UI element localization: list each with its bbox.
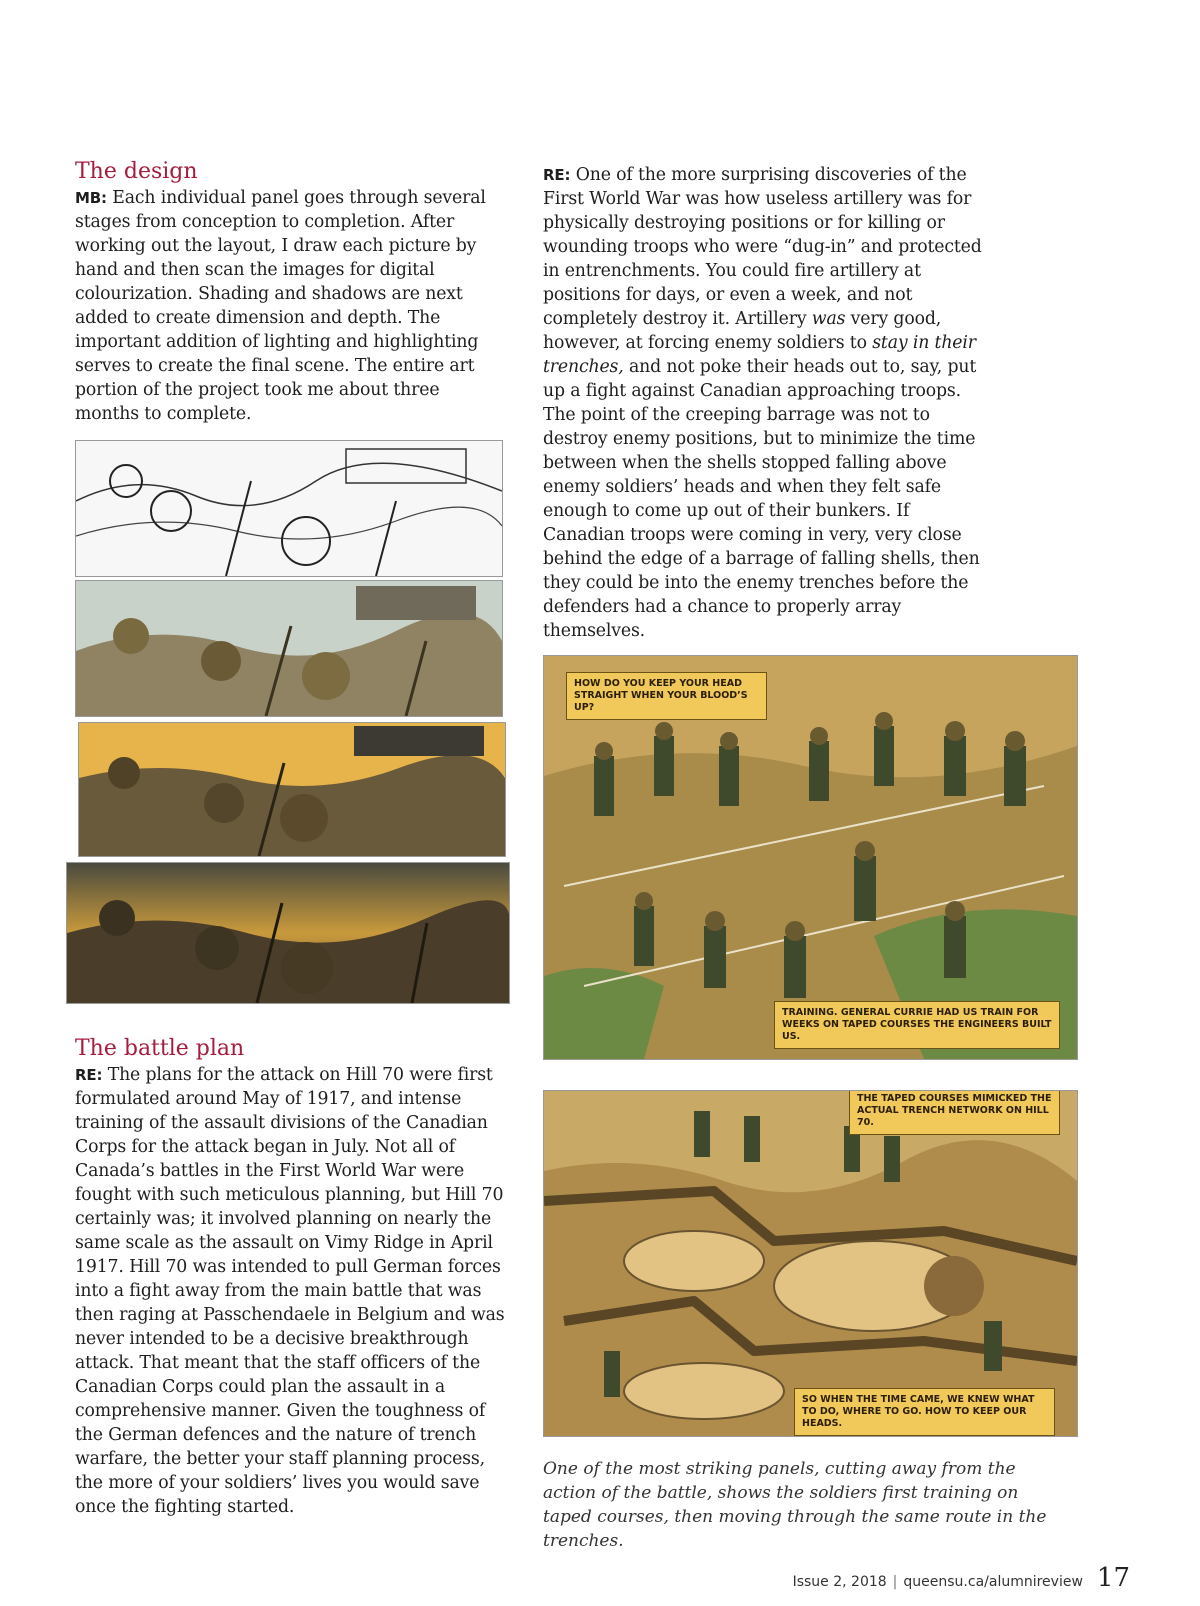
artillery-paragraph <box>543 163 983 643</box>
artillery-speaker: RE: <box>543 166 571 184</box>
comic-caption-top-2: THE TAPED COURSES MIMICKED THE ACTUAL TRENCH NETWORK ON HILL 70. <box>849 1090 1060 1135</box>
design-heading: The design <box>75 159 198 184</box>
battle-plan-paragraph <box>75 1063 505 1519</box>
battle-plan-heading: The battle plan <box>75 1036 245 1061</box>
figure-caption: One of the most striking panels, cutting away from the action of the battle, shows the soldiers first training on taped courses, then moving through the same route in the trenches. <box>543 1459 1047 1551</box>
comic-caption-bottom-2: SO WHEN THE TIME CAME, WE KNEW WHAT TO DO, WHERE TO GO. HOW TO KEEP OUR HEADS. <box>794 1388 1055 1436</box>
artillery-section <box>543 163 983 643</box>
comic-panel-trenches <box>543 1090 1078 1437</box>
lineart-illustration <box>76 441 502 576</box>
artillery-text-3: and not poke their heads out to, say, put up a fight against Canadian approaching troops. The point of the creeping barrage was not to destroy enemy positions, but to minimize the time between when the shells stopped falling above enemy soldiers’ heads and when they felt safe enough to come up out of their bunkers. If Canadian troops were coming in very, very close behind the edge of a barrage of falling shells, then they could be into the enemy trenches before the defenders had a chance to properly array themselves. <box>543 357 980 641</box>
flat-colour-illustration <box>76 581 502 716</box>
battle-plan-section <box>75 1035 505 1519</box>
comic-panel-training <box>543 655 1078 1060</box>
battle-plan-text: The plans for the attack on Hill 70 were first formulated around May of 1917, and intense training of the assault divisions of the Canadian Corps for the attack began in July. Not all of Canada’s battles in the First World War were fought with such meticulous planning, but Hill 70 certainly was; it involved planning on nearly the same scale as the assault on Vimy Ridge in April 1917. Hill 70 was intended to pull German forces into a fight away from the main battle that was then raging at Passchendaele in Belgium and was never intended to be a decisive breakthrough attack. That meant that the staff officers of the Canadian Corps could plan the assault in a comprehensive manner. Given the toughness of the German defences and the nature of trench warfare, the better your staff planning process, the more of your soldiers’ lives you would save once the fighting started. <box>75 1065 505 1517</box>
battle-plan-speaker: RE: <box>75 1066 103 1084</box>
design-speaker: MB: <box>75 189 107 207</box>
sketch-panel-lineart <box>75 440 503 577</box>
colour-panel-final <box>66 862 510 1004</box>
artillery-emphasis-1: was <box>811 309 846 329</box>
design-section <box>75 158 505 426</box>
design-text: Each individual panel goes through several stages from conception to completion. After working out the layout, I draw each picture by hand and then scan the images for digital colourization. Shading and shadows are next added to create dimension and depth. The important addition of lighting and highlighting serves to create the final scene. The entire art portion of the project took me about three months to complete. <box>75 188 486 424</box>
artillery-emphasis-2: stay in their trenches, <box>543 333 976 377</box>
page-number: 17 <box>1096 1563 1130 1593</box>
footer-issue: Issue 2, 2018 <box>792 1574 887 1590</box>
comic-caption-top-1: HOW DO YOU KEEP YOUR HEAD STRAIGHT WHEN YOUR BLOOD’S UP? <box>566 672 767 720</box>
artillery-text-1: One of the more surprising discoveries of the First World War was how useless artillery was for physically destroying positions or for killing or wounding troops who were “dug-in” and protected in entrenchments. You could fire artillery at positions for days, or even a week, and not completely destroy it. Artillery <box>543 165 982 329</box>
final-illustration <box>67 863 509 1003</box>
page-footer <box>793 1563 1130 1593</box>
artillery-text-2: very good, however, at forcing enemy soldiers to <box>543 309 942 353</box>
footer-site-link[interactable]: queensu.ca/alumnireview <box>903 1574 1083 1590</box>
colour-panel-lit <box>78 722 506 857</box>
footer-separator: | <box>892 1574 898 1590</box>
trenches-illustration <box>544 1091 1077 1436</box>
lit-colour-illustration <box>79 723 505 856</box>
comic-caption-bottom-1: TRAINING. GENERAL CURRIE HAD US TRAIN FOR WEEKS ON TAPED COURSES THE ENGINEERS BUILT US. <box>774 1001 1060 1049</box>
colour-panel-flat <box>75 580 503 717</box>
design-paragraph <box>75 186 505 426</box>
